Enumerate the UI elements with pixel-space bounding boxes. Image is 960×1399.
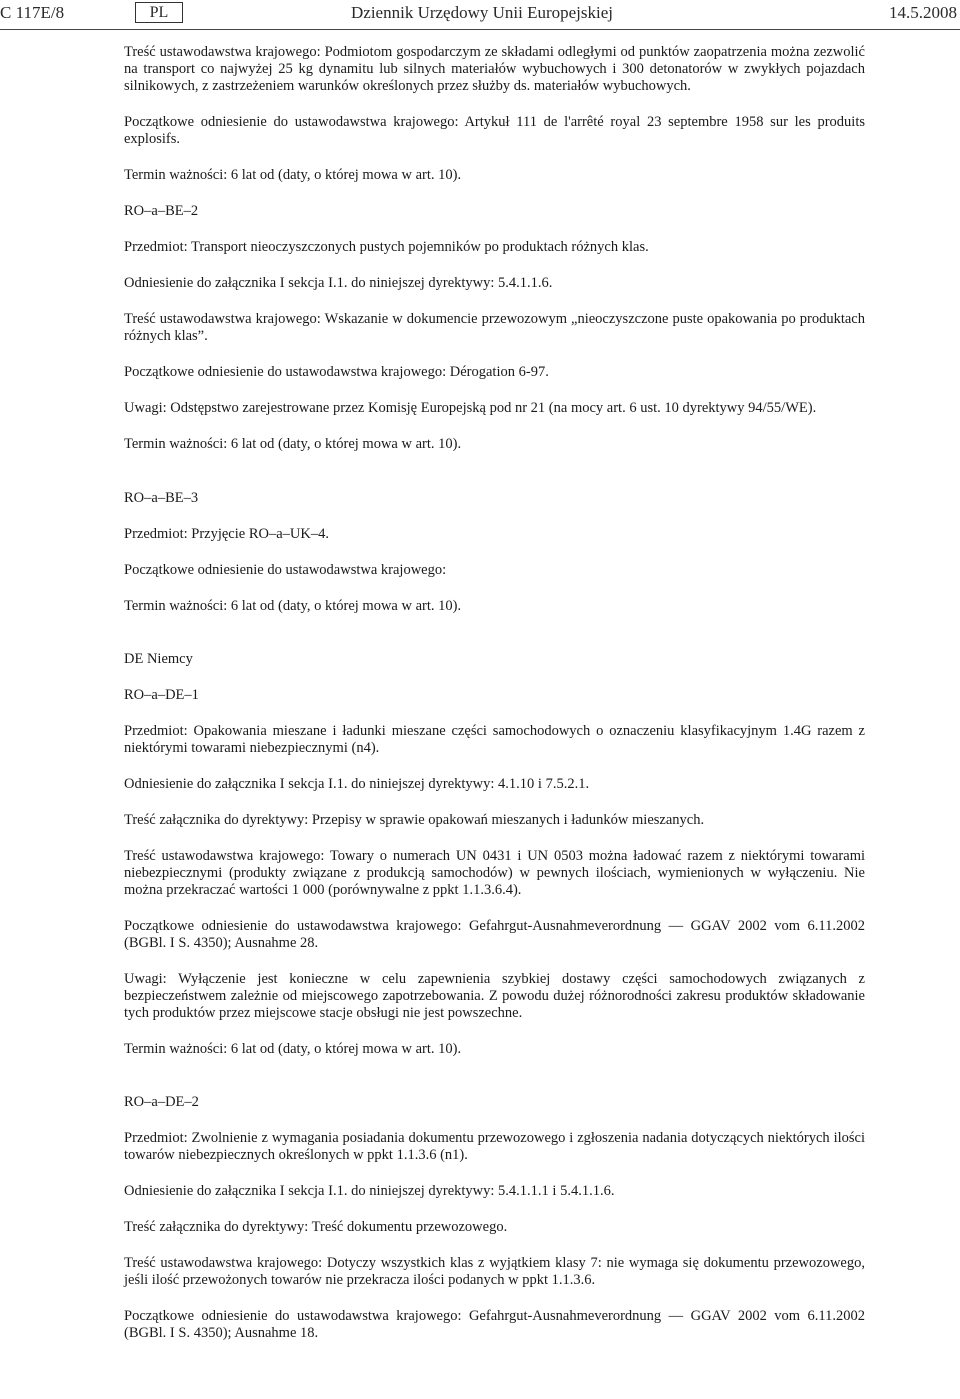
paragraph: Początkowe odniesienie do ustawodawstwa krajowego: Dérogation 6-97. [124,364,549,380]
paragraph: Treść załącznika do dyrektywy: Przepisy w sprawie opakowań mieszanych i ładunków mieszanych. [124,812,705,828]
paragraph: Przedmiot: Zwolnienie z wymagania posiadania dokumentu przewozowego i zgłoszenia nadania dotyczących niektórych ilości towarów niebezpiecznych określonych w ppkt 1.1.3.6 (n1). [124,1130,865,1163]
paragraph: Uwagi: Odstępstwo zarejestrowane przez Komisję Europejską pod nr 21 (na mocy art. 6 ust. 10 dyrektywy 94/55/WE). [124,400,817,416]
paragraph: Odniesienie do załącznika I sekcja I.1. do niniejszej dyrektywy: 5.4.1.1.6. [124,275,553,291]
journal-title: Dziennik Urzędowy Unii Europejskiej [351,3,614,22]
section-code: RO–a–DE–1 [124,687,199,703]
section-code: RO–a–BE–3 [124,490,199,506]
paragraph: Odniesienie do załącznika I sekcja I.1. do niniejszej dyrektywy: 5.4.1.1.1 i 5.4.1.1.6. [124,1183,615,1199]
paragraph: Treść ustawodawstwa krajowego: Podmiotom gospodarczym ze składami odległymi od punktów zaopatrzenia można zezwolić na transport co najwyżej 25 kg dynamitu lub silnych materiałów wybuchowych i 300 detonatorów w zwykłych pojazdach silnikowych, z zastrzeżeniem warunków określonych przez służby ds. materiałów wybuchowych. [124,44,865,94]
paragraph: Treść ustawodawstwa krajowego: Wskazanie w dokumencie przewozowym „nieoczyszczone puste opakowania po produktach różnych klas”. [124,311,865,344]
paragraph: Termin ważności: 6 lat od (daty, o której mowa w art. 10). [124,598,462,614]
paragraph: Treść ustawodawstwa krajowego: Towary o numerach UN 0431 i UN 0503 można ładować razem z niektórymi towarami niebezpiecznymi (produkty związane z produkcją samochodów) w pewnych ilościach, wymienionych w wyłączeniu. Nie można przekraczać wartości 1 000 (porównywalne z ppkt 1.1.3.6.4). [124,848,865,898]
country-heading: DE Niemcy [124,651,193,667]
paragraph: Treść załącznika do dyrektywy: Treść dokumentu przewozowego. [124,1219,508,1235]
paragraph: Początkowe odniesienie do ustawodawstwa krajowego: Gefahrgut-Ausnahmeverordnung — GGAV 2002 vom 6.11.2002 (BGBl. I S. 4350); Ausnahme 18. [124,1308,865,1341]
paragraph: Termin ważności: 6 lat od (daty, o której mowa w art. 10). [124,1041,462,1057]
publication-date: 14.5.2008 [889,3,957,22]
paragraph: Termin ważności: 6 lat od (daty, o której mowa w art. 10). [124,436,462,452]
paragraph: Początkowe odniesienie do ustawodawstwa krajowego: Gefahrgut-Ausnahmeverordnung — GGAV 2002 vom 6.11.2002 (BGBl. I S. 4350); Ausnahme 28. [124,918,865,951]
journal-header [0,0,960,26]
section-code: RO–a–DE–2 [124,1094,199,1110]
paragraph: Przedmiot: Transport nieoczyszczonych pustych pojemników po produktach różnych klas. [124,239,649,255]
header-divider [0,29,960,30]
paragraph: Początkowe odniesienie do ustawodawstwa krajowego: Artykuł 111 de l'arrêté royal 23 septembre 1958 sur les produits explosifs. [124,114,865,147]
journal-page-ref: C 117E/8 [0,3,65,22]
paragraph: Treść ustawodawstwa krajowego: Dotyczy wszystkich klas z wyjątkiem klasy 7: nie wymaga się dokumentu przewozowego, jeśli ilość przewożonych towarów nie przekracza ilości podanych w ppkt 1.1.3.6. [124,1255,865,1288]
paragraph: Termin ważności: 6 lat od (daty, o której mowa w art. 10). [124,167,462,183]
paragraph: Odniesienie do załącznika I sekcja I.1. do niniejszej dyrektywy: 4.1.10 i 7.5.2.1. [124,776,590,792]
paragraph: Przedmiot: Przyjęcie RO–a–UK–4. [124,526,329,542]
document-body [124,44,865,1342]
paragraph: Uwagi: Wyłączenie jest konieczne w celu zapewnienia szybkiej dostawy części samochodowych związanych z bezpieczeństwem zależnie od miejscowego zapotrzebowania. Z powodu dużej różnorodności zakresu produktów składowanie tych produktów przez miejscowe stacje obsługi nie jest powszechne. [124,971,865,1021]
language-badge: PL [135,2,183,23]
paragraph: Przedmiot: Opakowania mieszane i ładunki mieszane części samochodowych o oznaczeniu klasyfikacyjnym 1.4G razem z niektórymi towarami niebezpiecznymi (n4). [124,723,865,756]
section-code: RO–a–BE–2 [124,203,199,219]
paragraph: Początkowe odniesienie do ustawodawstwa krajowego: [124,562,447,578]
